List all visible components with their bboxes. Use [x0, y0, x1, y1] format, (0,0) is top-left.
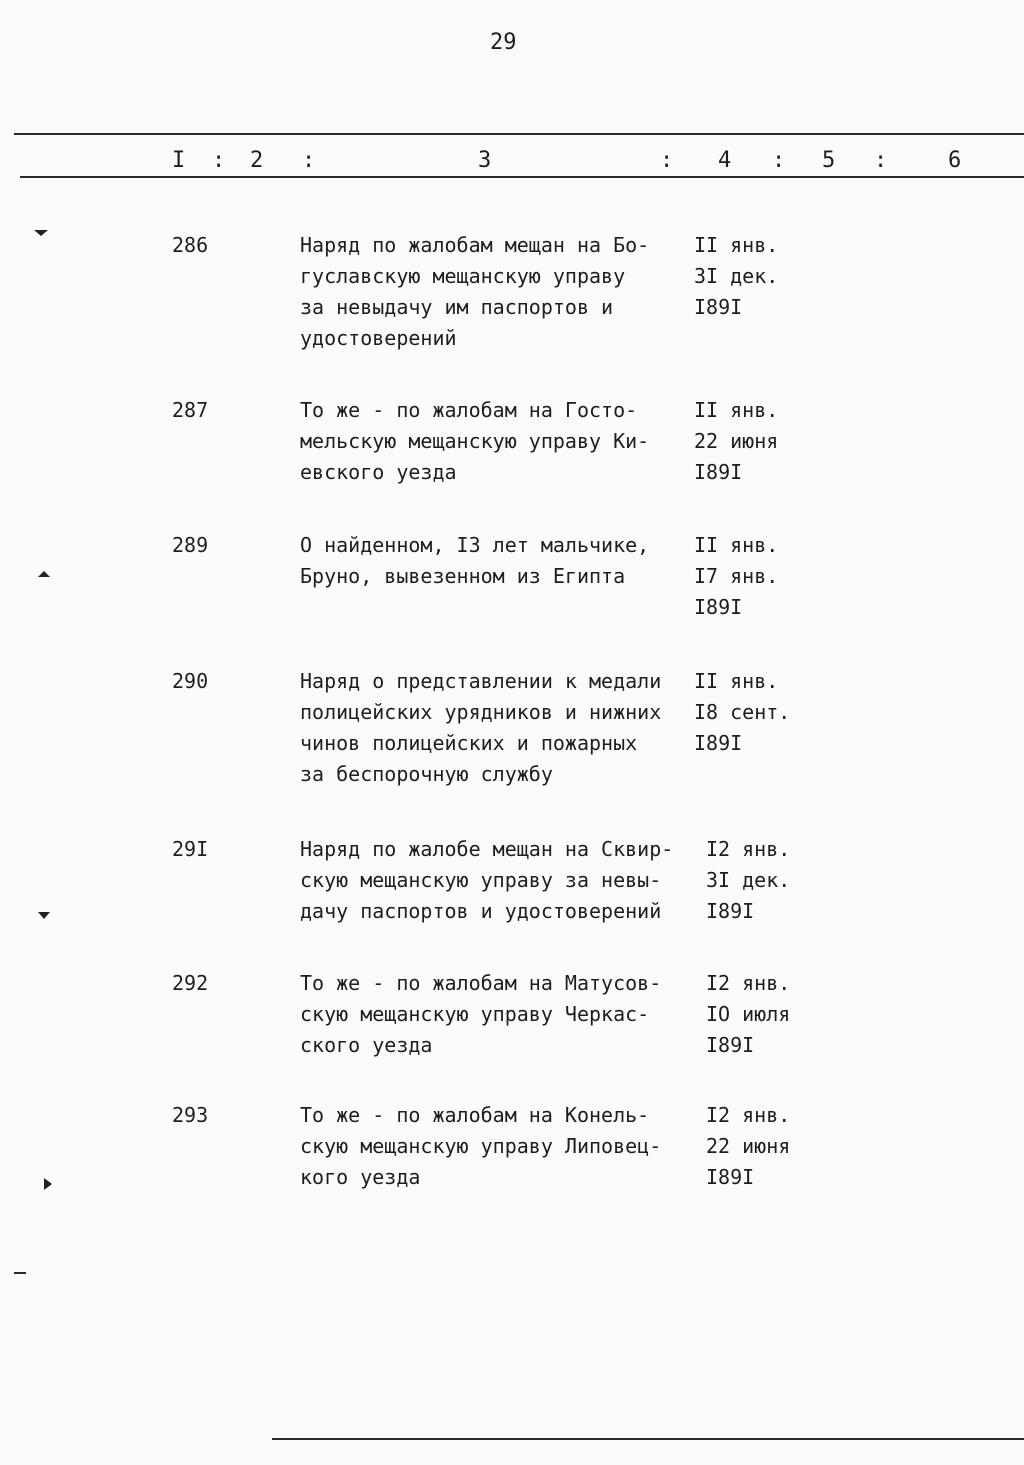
date-start: I2 янв.: [706, 971, 791, 995]
margin-hole-mark: [38, 565, 50, 577]
description-line: дачу паспортов и удостоверений: [300, 899, 662, 923]
footer-rule: [272, 1438, 1024, 1440]
date-end: I7 янв.: [694, 564, 779, 588]
date-start: II янв.: [694, 669, 779, 693]
description-line: удостоверений: [300, 326, 457, 350]
description-line: евского уезда: [300, 460, 457, 484]
column-header-1: I: [172, 148, 186, 173]
date-start: II янв.: [694, 398, 779, 422]
column-header-5: 5: [822, 148, 836, 173]
entry-dates: [694, 530, 778, 623]
entry-number: 286: [172, 233, 209, 257]
description-line: Наряд по жалобам мещан на Бо-: [300, 233, 650, 257]
entry-dates: [694, 230, 778, 323]
date-year: I89I: [706, 899, 755, 923]
entry-dates: [694, 395, 778, 488]
date-end: I8 сент.: [694, 700, 791, 724]
entry-description: [300, 666, 700, 790]
column-separator: :: [660, 148, 674, 173]
date-year: I89I: [706, 1033, 755, 1057]
margin-tick: [14, 1272, 26, 1274]
entry-number: 287: [172, 398, 209, 422]
description-line: То же - по жалобам на Матусов-: [300, 971, 662, 995]
description-line: кого уезда: [300, 1165, 421, 1189]
entry-dates: [706, 968, 790, 1061]
description-line: Наряд о представлении к медали: [300, 669, 662, 693]
date-end: 3I дек.: [706, 868, 791, 892]
entry-description: [300, 1100, 700, 1193]
description-line: Бруно, вывезенном из Египта: [300, 564, 626, 588]
date-year: I89I: [694, 295, 743, 319]
margin-hole-mark: [44, 1178, 58, 1190]
description-line: скую мещанскую управу Липовец-: [300, 1134, 662, 1158]
entry-dates: [706, 834, 790, 927]
entry-number: 292: [172, 971, 209, 995]
entry-number: 29I: [172, 837, 209, 861]
column-separator: :: [874, 148, 888, 173]
date-year: I89I: [694, 460, 743, 484]
description-line: полицейских урядников и нижних: [300, 700, 662, 724]
date-start: I2 янв.: [706, 837, 791, 861]
date-end: 22 июня: [694, 429, 779, 453]
description-line: ского уезда: [300, 1033, 433, 1057]
entry-description: [300, 230, 700, 354]
margin-hole-mark: [34, 230, 48, 242]
date-year: I89I: [706, 1165, 755, 1189]
description-line: Наряд по жалобе мещан на Сквир-: [300, 837, 674, 861]
entry-description: [300, 968, 700, 1061]
date-year: I89I: [694, 595, 743, 619]
description-line: за невыдачу им паспортов и: [300, 295, 614, 319]
date-start: II янв.: [694, 533, 779, 557]
column-header-3: 3: [478, 148, 492, 173]
column-header-2: 2: [250, 148, 264, 173]
entry-dates: [694, 666, 790, 759]
description-line: скую мещанскую управу за невы-: [300, 868, 662, 892]
entry-description: [300, 834, 700, 927]
date-end: IO июля: [706, 1002, 791, 1026]
column-header-4: 4: [718, 148, 732, 173]
header-top-rule: [14, 133, 1024, 135]
description-line: То же - по жалобам на Конель-: [300, 1103, 650, 1127]
page-number: 29: [490, 30, 517, 55]
column-separator: :: [772, 148, 786, 173]
date-end: 3I дек.: [694, 264, 779, 288]
description-line: скую мещанскую управу Черкас-: [300, 1002, 650, 1026]
column-header-6: 6: [948, 148, 962, 173]
date-start: II янв.: [694, 233, 779, 257]
description-line: за беспорочную службу: [300, 762, 553, 786]
margin-hole-mark: [38, 912, 50, 926]
column-separator: :: [302, 148, 316, 173]
header-bottom-rule: [20, 176, 1024, 178]
description-line: То же - по жалобам на Госто-: [300, 398, 638, 422]
description-line: чинов полицейских и пожарных: [300, 731, 638, 755]
date-end: 22 июня: [706, 1134, 791, 1158]
description-line: гуславскую мещанскую управу: [300, 264, 626, 288]
entry-number: 289: [172, 533, 209, 557]
entry-description: [300, 395, 700, 488]
entry-number: 293: [172, 1103, 209, 1127]
column-separator: :: [212, 148, 226, 173]
date-year: I89I: [694, 731, 743, 755]
entry-description: [300, 530, 700, 592]
description-line: мельскую мещанскую управу Ки-: [300, 429, 650, 453]
entry-number: 290: [172, 669, 209, 693]
entry-dates: [706, 1100, 790, 1193]
description-line: О найденном, I3 лет мальчике,: [300, 533, 650, 557]
date-start: I2 янв.: [706, 1103, 791, 1127]
